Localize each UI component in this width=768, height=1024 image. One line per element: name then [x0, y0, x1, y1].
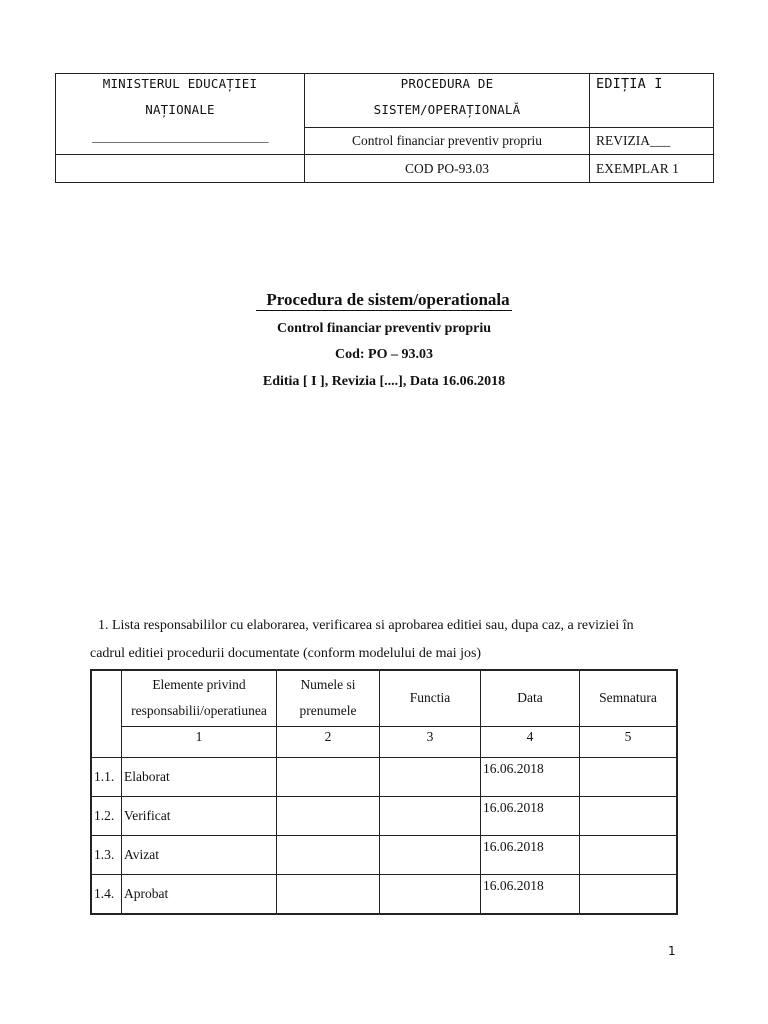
procedure-title — [0, 290, 768, 310]
row-index: 1.2. — [91, 796, 122, 835]
page-number: 1 — [668, 944, 676, 958]
numele-header-l1: Numele si — [300, 677, 356, 693]
table-row — [91, 835, 677, 874]
exemplar-cell: EXEMPLAR 1 — [590, 155, 714, 183]
section-paragraph — [90, 612, 690, 668]
row-name-cell — [277, 757, 380, 796]
row-function-cell — [380, 796, 481, 835]
row-signature-cell — [580, 796, 678, 835]
editia-cell: EDIȚIA I — [590, 74, 714, 128]
semnatura-header: Semnatura — [580, 670, 678, 726]
row-function-cell — [380, 757, 481, 796]
ministry-line2: NAȚIONALE — [145, 102, 215, 117]
procedure-code: Cod: PO – 93.03 — [335, 347, 433, 362]
col-number: 4 — [481, 726, 580, 757]
row-name-cell — [277, 874, 380, 914]
procedure-edition: Editia [ I ], Revizia [....], Data 16.06.2018 — [262, 374, 506, 389]
row-label: Avizat — [122, 835, 277, 874]
paragraph-line1: 1. Lista responsabililor cu elaborarea, verificarea si aprobarea editiei sau, dupa caz, a reviziei în — [98, 618, 634, 633]
procedure-line2: SISTEM/OPERAȚIONALĂ — [373, 102, 521, 117]
row-function-cell — [380, 835, 481, 874]
elemente-header — [122, 670, 277, 726]
row-date: 16.06.2018 — [481, 874, 580, 914]
row-date: 16.06.2018 — [481, 757, 580, 796]
control-cell: Control financiar preventiv propriu — [305, 128, 590, 155]
table-row — [91, 874, 677, 914]
row-function-cell — [380, 874, 481, 914]
procedure-line1: PROCEDURA DE — [400, 76, 494, 91]
ministry-blank-line: ________________________________ — [92, 130, 268, 144]
col-number: 3 — [380, 726, 481, 757]
row-index: 1.4. — [91, 874, 122, 914]
numele-header-l2: prenumele — [299, 703, 357, 719]
index-header-cell — [91, 670, 122, 757]
row-date: 16.06.2018 — [481, 835, 580, 874]
elemente-header-l2: responsabilii/operatiunea — [131, 703, 267, 719]
document-header-table — [55, 73, 714, 183]
paragraph-line2: cadrul editiei procedurii documentate (conform modelului de mai jos) — [90, 646, 482, 661]
cod-cell: COD PO-93.03 — [305, 155, 590, 183]
row-signature-cell — [580, 757, 678, 796]
row-label: Elaborat — [122, 757, 277, 796]
numele-header — [277, 670, 380, 726]
elemente-header-l1: Elemente privind — [152, 677, 246, 693]
row-name-cell — [277, 796, 380, 835]
procedure-subtitle: Control financiar preventiv propriu — [276, 321, 492, 336]
col-number: 5 — [580, 726, 678, 757]
table-row — [91, 796, 677, 835]
col-number: 2 — [277, 726, 380, 757]
table-row — [91, 757, 677, 796]
procedure-type-cell — [305, 74, 590, 128]
ministry-cell — [56, 74, 305, 155]
row-signature-cell — [580, 874, 678, 914]
procedure-title-text: Procedura de sistem/operationala — [256, 290, 511, 311]
revizia-cell: REVIZIA___ — [590, 128, 714, 155]
row-label: Verificat — [122, 796, 277, 835]
data-header: Data — [481, 670, 580, 726]
row-label: Aprobat — [122, 874, 277, 914]
row-signature-cell — [580, 835, 678, 874]
functia-header: Functia — [380, 670, 481, 726]
col-number: 1 — [122, 726, 277, 757]
row-index: 1.3. — [91, 835, 122, 874]
responsibles-table — [90, 669, 678, 915]
row-index: 1.1. — [91, 757, 122, 796]
ministry-line1: MINISTERUL EDUCAȚIEI — [102, 76, 258, 91]
row-date: 16.06.2018 — [481, 796, 580, 835]
row-name-cell — [277, 835, 380, 874]
ministry-empty-cell — [56, 155, 305, 183]
